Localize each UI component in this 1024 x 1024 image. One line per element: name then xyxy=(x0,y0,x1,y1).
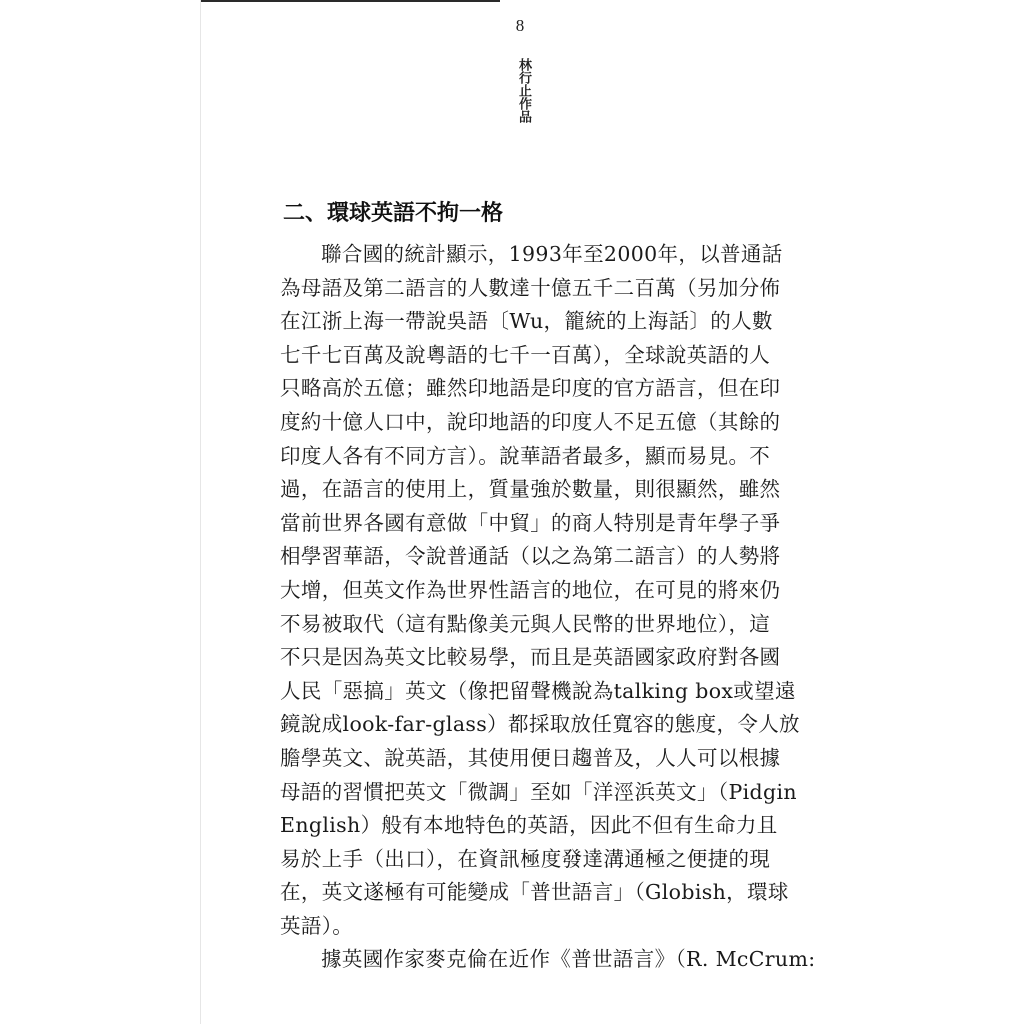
paragraph-1-line-18: English）般有本地特色的英語，因此不但有生命力且 xyxy=(280,813,778,838)
paragraph-1-line-3: 在江浙上海一帶說吳語〔Wu，籠統的上海話〕的人數 xyxy=(280,309,773,334)
paragraph-2-line-1: 據英國作家麥克倫在近作《普世語言》（R. McCrum: xyxy=(321,947,816,972)
section-heading: 二、環球英語不拘一格 xyxy=(283,201,504,226)
running-head: 林行止作品 xyxy=(516,58,531,123)
paragraph-1-line-16: 膽學英文、說英語，其使用便日趨普及，人人可以根據 xyxy=(280,745,781,770)
paragraph-1-line-17: 母語的習慣把英文「微調」至如「洋涇浜英文」（Pidgin xyxy=(280,779,797,804)
paragraph-1-line-7: 印度人各有不同方言）。說華語者最多，顯而易見。不 xyxy=(280,443,771,468)
paragraph-1-line-9: 當前世界各國有意做「中貿」的商人特別是青年學子爭 xyxy=(280,510,781,535)
paragraph-1-line-19: 易於上手（出口），在資訊極度發達溝通極之便捷的現 xyxy=(280,846,771,871)
paragraph-1-line-4: 七千七百萬及說粵語的七千一百萬），全球說英語的人 xyxy=(280,342,771,367)
paragraph-1-line-5: 只略高於五億；雖然印地語是印度的官方語言，但在印 xyxy=(280,376,781,401)
paragraph-1-line-10: 相學習華語，令說普通話（以之為第二語言）的人勢將 xyxy=(280,544,781,569)
page-edge xyxy=(200,0,201,1024)
paragraph-1-line-15: 鏡說成look-far-glass）都採取放任寬容的態度，令人放 xyxy=(280,712,800,737)
paragraph-1-line-11: 大增，但英文作為世界性語言的地位，在可見的將來仍 xyxy=(280,577,781,602)
paragraph-1-line-2: 為母語及第二語言的人數達十億五千二百萬（另加分佈 xyxy=(280,275,781,300)
paragraph-1-line-14: 人民「惡搞」英文（像把留聲機說為talking box或望遠 xyxy=(280,678,796,703)
paragraph-1-line-6: 度約十億人口中，說印地語的印度人不足五億（其餘的 xyxy=(280,409,781,434)
paragraph-1-line-21: 英語）。 xyxy=(280,913,354,938)
paragraph-1-line-13: 不只是因為英文比較易學，而且是英語國家政府對各國 xyxy=(280,645,781,670)
paragraph-1-line-20: 在，英文遂極有可能變成「普世語言」（Globish，環球 xyxy=(280,880,789,905)
page-number: 8 xyxy=(515,16,525,35)
paragraph-1-line-8: 過，在語言的使用上，質量強於數量，則很顯然，雖然 xyxy=(280,477,781,502)
body-text xyxy=(280,238,816,977)
paragraph-1-line-1: 聯合國的統計顯示，1993年至2000年，以普通話 xyxy=(321,242,783,266)
top-rule xyxy=(200,0,500,2)
paragraph-1-line-12: 不易被取代（這有點像美元與人民幣的世界地位），這 xyxy=(280,611,771,636)
